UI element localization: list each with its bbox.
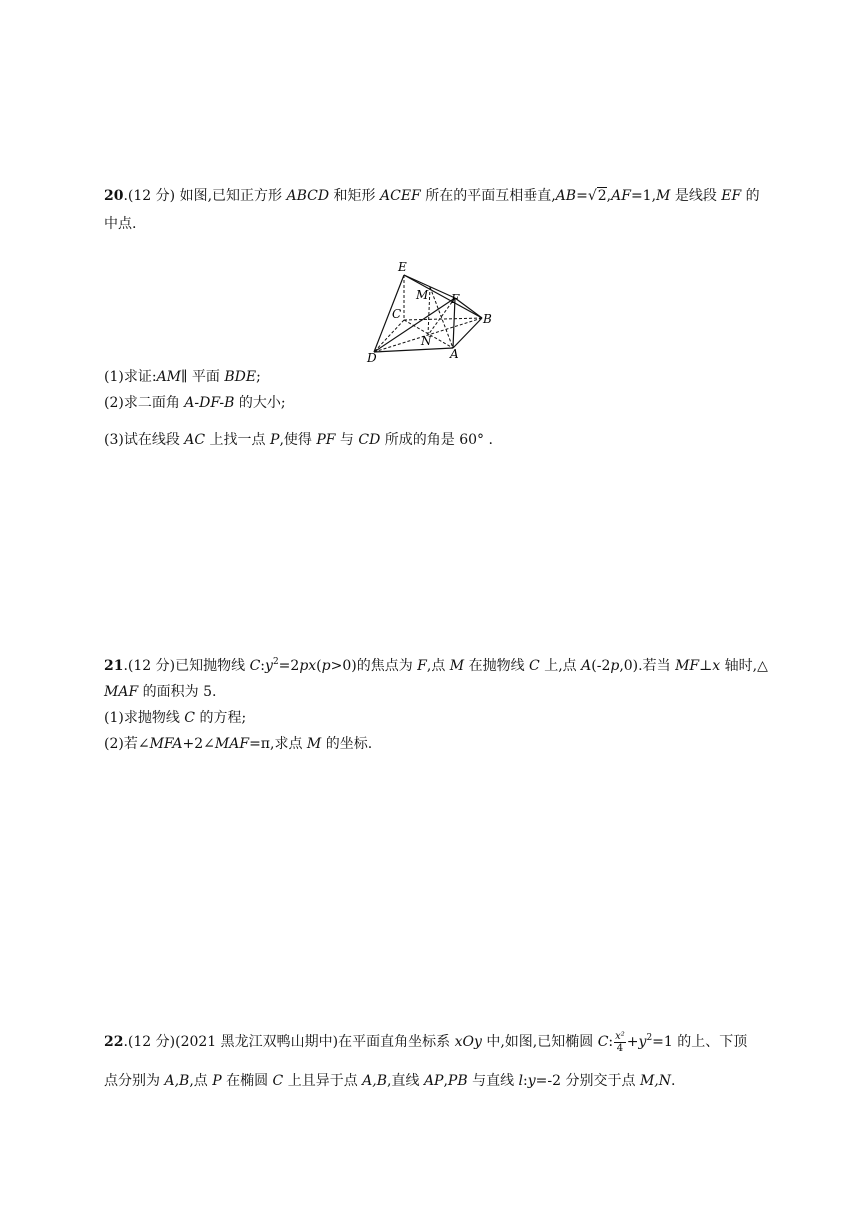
fraction-denominator: 4 [616, 1042, 624, 1054]
q21-text: 轴时,△ [720, 658, 768, 674]
math-var: y [527, 1073, 536, 1089]
math-var: C [597, 1034, 609, 1050]
q22-text: : [523, 1073, 528, 1089]
math-var: xOy [454, 1034, 482, 1050]
q22-text: 上且异于点 [283, 1073, 363, 1089]
q22-line2 [104, 1071, 675, 1091]
q20-text: ,使得 [279, 432, 317, 448]
math-var: M,N [639, 1073, 671, 1089]
math-var: l [518, 1073, 524, 1089]
math-var: AB [555, 188, 577, 204]
math-var: AC [184, 432, 206, 448]
q20-text: 的 [741, 188, 760, 204]
superscript: 2 [272, 657, 279, 667]
q21-text: =2 [278, 658, 300, 674]
math-var: CD [358, 432, 381, 448]
q20-line2: 中点. [104, 216, 137, 232]
math-var: C [184, 710, 195, 726]
edge-AB [453, 318, 482, 348]
q21-line1 [104, 656, 768, 676]
q21-text: ,0).若当 [619, 658, 676, 674]
label-A: A [450, 347, 459, 361]
math-var: EF [721, 188, 742, 204]
math-var: M [306, 736, 322, 752]
q21-text: 上,点 [539, 658, 582, 674]
q22-text: =-2 分别交于点 [535, 1073, 640, 1089]
radical-sign: √ [587, 188, 597, 204]
math-var: C [272, 1073, 284, 1089]
q21-text: 的面积为 5. [138, 684, 217, 700]
q22-text: , [443, 1073, 448, 1089]
geometry-diagram [360, 258, 500, 366]
label-E: E [398, 260, 407, 274]
math-var: y [638, 1034, 647, 1050]
label-D: D [367, 351, 377, 365]
math-var: A [581, 658, 592, 674]
q20-part1 [104, 367, 261, 387]
q21-text: (2)若∠ [104, 736, 150, 752]
q20-text: = [576, 188, 588, 204]
q20-text: 与 [335, 432, 359, 448]
math-var: p [321, 658, 331, 674]
q20-part2 [104, 393, 286, 413]
q22-text: 与直线 [467, 1073, 519, 1089]
q20-part3 [104, 430, 493, 450]
math-var: P [270, 432, 280, 448]
fraction [614, 1031, 626, 1054]
math-var: P [212, 1073, 222, 1089]
math-var: M [656, 188, 671, 204]
edge-MN [428, 287, 430, 335]
sqrt-expression [588, 186, 607, 206]
q21-text: (1)求抛物线 [104, 710, 185, 726]
q20-text: 所成的角是 60° . [380, 432, 493, 448]
label-F: F [451, 292, 460, 306]
q21-text: 的方程; [195, 710, 247, 726]
q22-text: 在椭圆 [221, 1073, 273, 1089]
fraction-numerator: x² [615, 1030, 625, 1042]
q20-text: =1, [630, 188, 657, 204]
label-M: M [416, 288, 429, 302]
q20-text: 上找一点 [205, 432, 271, 448]
math-var: BDE [224, 369, 257, 385]
q20-line1 [104, 186, 760, 206]
label-C: C [392, 307, 402, 321]
label-B: B [483, 312, 492, 326]
q20-text: (2)求二面角 [104, 395, 185, 411]
q22-text: . [671, 1073, 676, 1089]
q21-text: .(12 分)已知抛物线 [123, 658, 250, 674]
math-var: MFA [149, 736, 183, 752]
edge-FD [374, 298, 455, 352]
math-var: A,B [362, 1073, 388, 1089]
q20-text: ; [256, 369, 261, 385]
q22-text: 点分别为 [104, 1073, 165, 1089]
math-var: AP [423, 1073, 444, 1089]
math-var: MF [675, 658, 700, 674]
math-var: A,B [164, 1073, 190, 1089]
q20-text: 所在的平面互相垂直, [420, 188, 556, 204]
math-var: MAF [104, 684, 139, 700]
math-var: M [449, 658, 465, 674]
math-var: C [529, 658, 540, 674]
q22-text: : [608, 1034, 614, 1050]
q21-line2 [104, 682, 216, 702]
math-var: ABCD [286, 188, 330, 204]
q20-text: ∥ 平面 [181, 369, 225, 385]
q20-text: (1)求证: [104, 369, 157, 385]
superscript: 2 [646, 1033, 653, 1043]
edge-CB [404, 318, 482, 320]
q20-text: 和矩形 [329, 188, 380, 204]
q21-text: : [260, 658, 266, 674]
math-var: MAF [214, 736, 250, 752]
math-var: PB [447, 1073, 468, 1089]
math-var: x [712, 658, 721, 674]
q21-text: 的坐标. [321, 736, 373, 752]
math-var: p [610, 658, 620, 674]
q22-text: =1 的上、下顶 [652, 1034, 748, 1050]
q22-text: + [626, 1034, 639, 1050]
q21-text: ( [316, 658, 322, 674]
q20-text: (3)试在线段 [104, 432, 185, 448]
q21-text: =π,求点 [249, 736, 307, 752]
q21-text: ,点 [426, 658, 450, 674]
math-var: AM [156, 369, 182, 385]
radicand: 2 [597, 188, 607, 204]
q22-text: ,点 [189, 1073, 213, 1089]
q20-number: 20 [104, 188, 124, 204]
q22-number: 22 [104, 1034, 124, 1050]
q21-text: (-2 [591, 658, 611, 674]
math-var: px [299, 658, 317, 674]
q21-number: 21 [104, 658, 124, 674]
q22-text: .(12 分)(2021 黑龙江双鸭山期中)在平面直角坐标系 [123, 1034, 455, 1050]
q21-part2 [104, 734, 372, 754]
q22-text: ,直线 [387, 1073, 424, 1089]
math-var: F [417, 658, 427, 674]
q22-line1 [104, 1030, 747, 1054]
q21-text: +2∠ [182, 736, 215, 752]
q21-text: >0)的焦点为 [330, 658, 418, 674]
math-var: y [265, 658, 273, 674]
q20-text: 的大小; [234, 395, 286, 411]
math-var: ACEF [380, 188, 421, 204]
math-var: PF [316, 432, 336, 448]
q21-part1 [104, 708, 246, 728]
q21-text: 在抛物线 [464, 658, 530, 674]
math-var: A-DF-B [184, 395, 235, 411]
label-N: N [421, 334, 432, 348]
math-var: AF [611, 188, 631, 204]
pyramid-figure [360, 258, 500, 366]
math-var: C [249, 658, 261, 674]
q21-text: ⊥ [699, 658, 713, 674]
q20-text: , [606, 188, 612, 204]
q22-text: 中,如图,已知椭圆 [481, 1034, 598, 1050]
q20-text: .(12 分) 如图,已知正方形 [123, 188, 287, 204]
q20-text: 是线段 [670, 188, 722, 204]
